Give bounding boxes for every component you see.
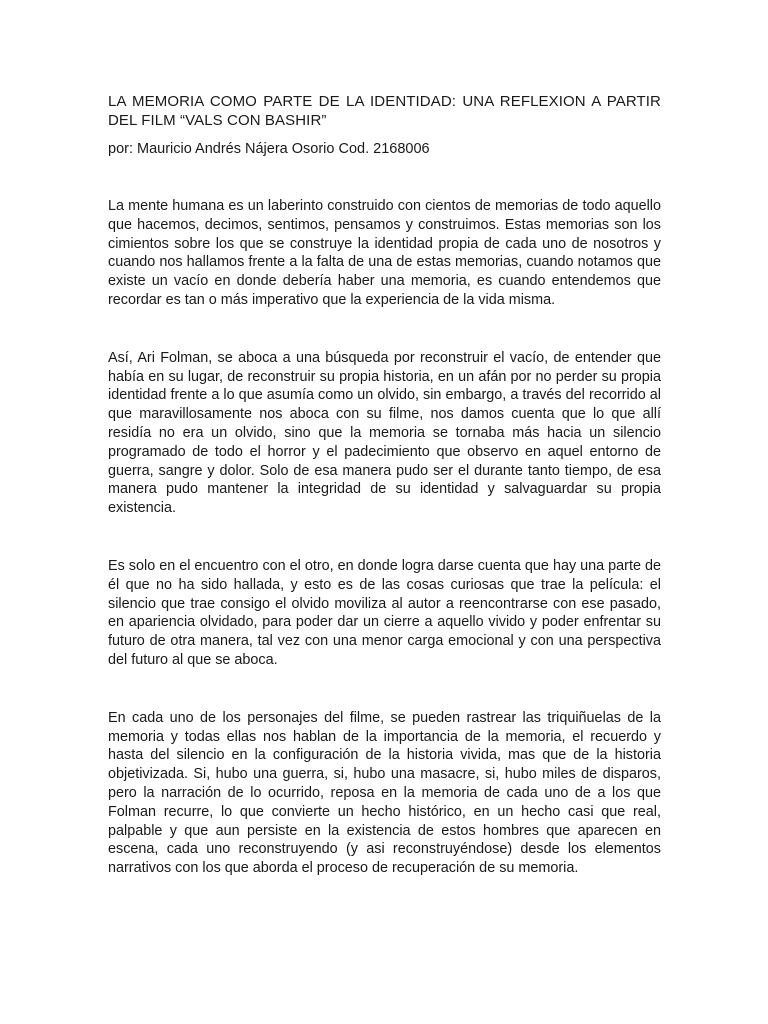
paragraph-2: Así, Ari Folman, se aboca a una búsqueda por reconstruir el vacío, de entender que había en su lugar, de reconstruir su propia historia, en un afán por no perder su propia identidad frente a lo que asumía como un olvido, sin embargo, a través del recorrido al que maravillosamente nos aboca con su filme, nos damos cuenta que lo que allí residía no era un olvido, sino que la memoria se tornaba más hacia un silencio programado de todo el horror y el padecimiento que observo en aquel entorno de guerra, sangre y dolor. Solo de esa manera pudo ser el durante tanto tiempo, de esa manera pudo mantener la integridad de su identidad y salvaguardar su propia existencia. [108,349,661,517]
document-page [108,92,661,878]
document-title: LA MEMORIA COMO PARTE DE LA IDENTIDAD: UNA REFLEXION A PARTIR DEL FILM “VALS CON BASHIR” [108,93,661,129]
paragraph-4: En cada uno de los personajes del filme, se pueden rastrear las triquiñuelas de la memoria y todas ellas nos hablan de la importancia de la memoria, el recuerdo y hasta del silencio en la configuración de la historia vivida, mas que de la historia objetivizada. Si, hubo una guerra, si, hubo una masacre, si, hubo miles de disparos, pero la narración de lo ocurrido, reposa en la memoria de cada uno de a los que Folman recurre, lo que convierte un hecho histórico, en un hecho casi que real, palpable y que aun persiste en la existencia de estos hombres que aparecen en escena, cada uno reconstruyendo (y asi reconstruyéndose) desde los elementos narrativos con los que aborda el proceso de recuperación de su memoria. [108,709,661,877]
paragraph-1: La mente humana es un laberinto construido con cientos de memorias de todo aquello que hacemos, decimos, sentimos, pensamos y construimos. Estas memorias son los cimientos sobre los que se construye la identidad propia de cada uno de nosotros y cuando nos hallamos frente a la falta de una de estas memorias, cuando notamos que existe un vacío en donde debería haber una memoria, es cuando entendemos que recordar es tan o más imperativo que la experiencia de la vida misma. [108,198,661,308]
paragraph-3: Es solo en el encuentro con el otro, en donde logra darse cuenta que hay una parte de él que no ha sido hallada, y esto es de las cosas curiosas que trae la película: el silencio que trae consigo el olvido moviliza al autor a reencontrarse con ese pasado, en apariencia olvidado, para poder dar un cierre a aquello vivido y poder enfrentar su futuro de otra manera, tal vez con una menor carga emocional y con una perspectiva del futuro al que se aboca. [108,557,661,668]
document-author: por: Mauricio Andrés Nájera Osorio Cod. 2168006 [108,141,430,157]
